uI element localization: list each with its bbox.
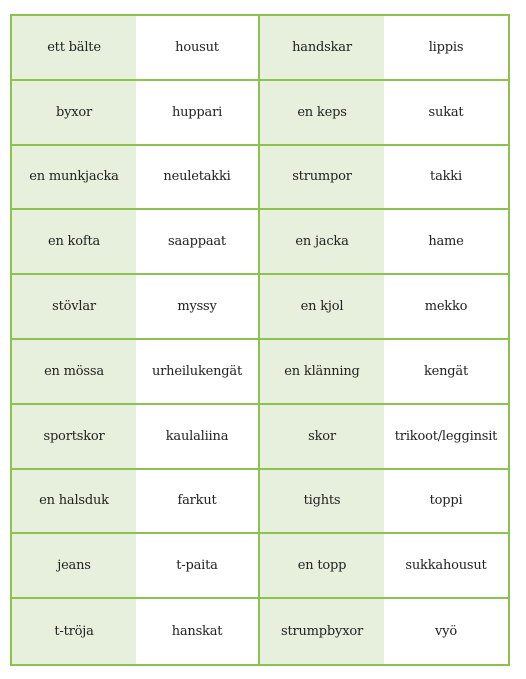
word-cell-swedish: strumpbyxor — [260, 599, 384, 664]
word-cell-finnish: t-paita — [136, 534, 260, 599]
word-cell-swedish: en keps — [260, 81, 384, 146]
word-cell-swedish: byxor — [12, 81, 136, 146]
word-cell-swedish: en mössa — [12, 340, 136, 405]
word-cell-finnish: hanskat — [136, 599, 260, 664]
word-cell-finnish: myssy — [136, 275, 260, 340]
word-cell-swedish: jeans — [12, 534, 136, 599]
word-cell-finnish: huppari — [136, 81, 260, 146]
word-cell-swedish: tights — [260, 470, 384, 535]
word-cell-swedish: sportskor — [12, 405, 136, 470]
word-cell-finnish: sukkahousut — [384, 534, 508, 599]
word-cell-finnish: urheilukengät — [136, 340, 260, 405]
word-cell-swedish: en munkjacka — [12, 146, 136, 211]
word-cell-finnish: neuletakki — [136, 146, 260, 211]
word-cell-swedish: skor — [260, 405, 384, 470]
word-cell-finnish: toppi — [384, 470, 508, 535]
word-cell-swedish: ett bälte — [12, 16, 136, 81]
word-cell-swedish: en jacka — [260, 210, 384, 275]
word-cell-swedish: en topp — [260, 534, 384, 599]
word-cell-finnish: saappaat — [136, 210, 260, 275]
word-cell-swedish: en halsduk — [12, 470, 136, 535]
word-cell-swedish: strumpor — [260, 146, 384, 211]
word-cell-finnish: trikoot/legginsit — [384, 405, 508, 470]
word-cell-finnish: hame — [384, 210, 508, 275]
word-cell-swedish: en kjol — [260, 275, 384, 340]
word-cell-swedish: t-tröja — [12, 599, 136, 664]
word-cell-finnish: housut — [136, 16, 260, 81]
word-cell-finnish: lippis — [384, 16, 508, 81]
word-cell-finnish: takki — [384, 146, 508, 211]
word-cell-finnish: kengät — [384, 340, 508, 405]
word-cell-finnish: sukat — [384, 81, 508, 146]
vocabulary-grid — [10, 14, 510, 666]
word-cell-swedish: stövlar — [12, 275, 136, 340]
word-cell-finnish: farkut — [136, 470, 260, 535]
word-cell-swedish: en kofta — [12, 210, 136, 275]
word-cell-finnish: mekko — [384, 275, 508, 340]
word-cell-swedish: handskar — [260, 16, 384, 81]
word-cell-swedish: en klänning — [260, 340, 384, 405]
word-cell-finnish: kaulaliina — [136, 405, 260, 470]
word-cell-finnish: vyö — [384, 599, 508, 664]
